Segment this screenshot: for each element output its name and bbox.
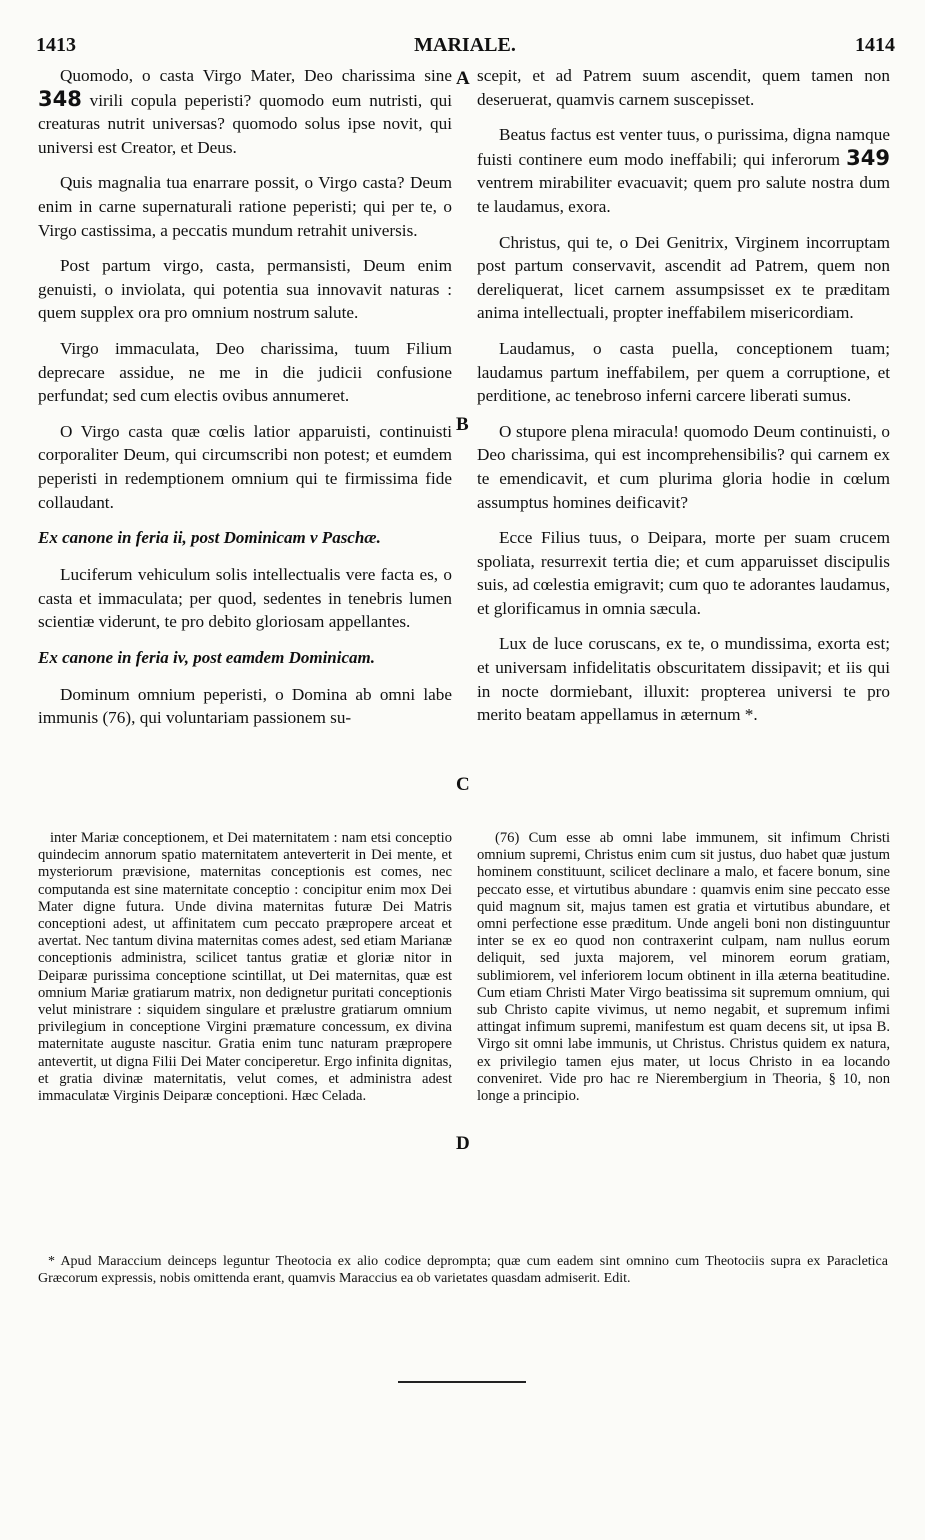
right-paragraph-1: scepit, et ad Patrem suum ascendit, quem tamen non deseruerat, quamvis carnem suscepisset. [477, 66, 890, 109]
column-number-349: 349 [846, 145, 890, 170]
right-paragraph-4: Laudamus, o casta puella, conceptionem tuam; laudamus partum ineffabilem, per quem a corruptione, et perditione, ac tenebroso inferni carcere liberati sumus. [477, 338, 890, 406]
left-paragraph-1: Quomodo, o casta Virgo Mater, Deo charissima sine 348 virili copula peperisti? quomodo eum nutristi, qui creaturas nutrit universas? quomodo solus ipse novit, qui universi est Creator, et Deus. [38, 66, 452, 157]
left-column [38, 64, 452, 742]
right-paragraph-7: Lux de luce coruscans, ex te, o mundissima, exorta est; et universam infidelitatis obscuritatem dissipavit; et iis qui in nocte dormiebant, illuxit: propterea universi te pro merito beatam appellamus in æternum *. [477, 634, 890, 725]
left-paragraph-7: Dominum omnium peperisti, o Domina ab omni labe immunis (76), qui voluntariam passionem su- [38, 684, 452, 728]
left-paragraph-5: O Virgo casta quæ cœlis latior apparuisti, continuisti corporaliter Deum, qui circumscribi non potest; et eumdem peperisti in redemptionem omnium qui te firmissima fide collaudant. [38, 421, 452, 512]
footnote-76: (76) Cum esse ab omni labe immunem, sit infimum Christi omnium supremi, Christus enim cum sit justus, duo habet quæ justum hominem constituunt, scilicet declinare a malo, et facere bonum, sine peccato esse, et virtutibus abundare : quamvis enim sine peccato esse quid magnum sit, majus tamen est gratia et virtutibus abundare, et omni perfectione esse præditum. Unde angeli boni non distinguuntur inter se ex eo quod non contraxerint culpam, nam nullus eorum deliquit, sed juxta majorem, vel minorem eorum gratiam, sublimiorem, vel inferiorem locum obtinent in illa æterna beatitudine. Cum etiam Christi Mater Virgo beatissima sit supremum omnium, qui sub Christo capite vivimus, ut nemo negabit, et supremum infimi attingat infimum supremi, manifestum est quam decens sit, ut ipsa B. Virgo sit omni labe immunis, ut Christus. Christus quidem ex natura, ex privilegio tamen ejus mater, ut locus Christo in ea locando conveniret. Vide pro hac re Nierembergium in Theoria, § 10, non longe a principio. [477, 830, 890, 1105]
running-title: MARIALE. [414, 34, 516, 56]
margin-marker-d: D [456, 1133, 470, 1154]
left-paragraph-3: Post partum virgo, casta, permansisti, Deum enim genuisti, o inviolata, qui potentia sua innovavit naturas : quem supplex ora pro omnium nostrum salute. [38, 256, 452, 323]
left-paragraph-2: Quis magnalia tua enarrare possit, o Virgo casta? Deum enim in carne supernaturali ratione peperisti; qui per te, o Virgo castissima, a peccatis mundum retrahit universis. [38, 173, 452, 240]
right-paragraph-3: Christus, qui te, o Dei Genitrix, Virginem incorruptam post partum conservavit, ascendit ad Patrem, quem non dereliquerat, licet carnem assumpsisset ex te præditam anima intellectuali, propter ineffabilem misericordiam. [477, 232, 890, 323]
right-column [477, 64, 890, 739]
left-paragraph-6: Luciferum vehiculum solis intellectualis vere facta es, o casta et immaculata; per quod, sedentes in tenebris lumen scientiæ viderunt, te pro debito gloriosam appellantes. [38, 565, 452, 632]
footnote-left-continuation: inter Mariæ conceptionem, et Dei maternitatem : nam etsi conceptio quindecim annorum spatio maternitatem anteverterit in Dei mente, et mysteriorum prævisione, maternitas conceptionis est comes, nec computanda est sine maternitate conceptio : concipitur enim mox Dei Mater digne futura. Unde divina maternitas futuræ Dei Matris conceptioni adest, ut affinitatem cum peccato præpropere arceat et avertat. Nec tantum divina maternitas comes adest, sed etiam Marianæ conceptionis administra, scilicet tantus gratiæ et gloriæ nitor in Deiparæ purissima conceptione scintillat, ut Dei maternitas, quæ est omnium Mariæ gratiarum matrix, non dedignetur puritati conceptionis velut ministrare : siquidem singulare et prælustre gratiarum omnium privilegium in conceptione Virgini præmature concessum, ex divina maternitate auguste nascitur. Gratia enim tunc naturam præpropere antevertit, ut digna Filii Dei Mater conciperetur. Ergo infinita dignitas, et gratia divinæ maternitatis, velut comes, et administra adest immaculatæ Virginis Deiparæ conceptioni. Hæc Celada. [38, 830, 452, 1105]
rubric-feria-ii: Ex canone in feria ii, post Dominicam v Paschæ. [38, 528, 381, 548]
left-paragraph-4: Virgo immaculata, Deo charissima, tuum Filium deprecare assidue, ne me in die judicii confusione perfundat; sed cum electis ovibus annumeret. [38, 338, 452, 406]
right-paragraph-6: Ecce Filius tuus, o Deipara, morte per suam crucem spoliata, resurrexit tertia die; et cum apparuisset discipulis suis, ad cœlestia emigravit; cum quo te adorantes laudamus, et glorificamus in omnia sæcula. [477, 528, 890, 618]
editor-note: * Apud Maraccium deinceps leguntur Theotocia ex alio codice deprompta; quæ cum eadem sint omnino cum Theotociis supra ex Paracletica Græcorum expressis, nobis omittenda erant, quamvis Maraccius ea ob varietates quasdam admiserit. Edit. [38, 1254, 888, 1286]
right-paragraph-5: O stupore plena miracula! quomodo Deum continuisti, o Deo charissima, qui est incomprehensibilis? qui carnem ex te emendicavit, et cum plurima gloria hodie in cœlum assumptus homines deificavit? [477, 421, 890, 512]
margin-marker-c: C [456, 774, 470, 795]
margin-marker-b: B [456, 414, 469, 435]
closing-rule [398, 1381, 526, 1383]
page-number-left: 1413 [36, 34, 76, 56]
column-number-348: 348 [38, 86, 82, 111]
margin-marker-a: A [456, 68, 470, 89]
right-paragraph-2: Beatus factus est venter tuus, o purissima, digna namque fuisti continere eum modo ineffabili; qui inferorum 349 ventrem mirabiliter evacuavit; quem pro salute nostra dum te laudamus, exora. [477, 125, 890, 216]
page-number-right: 1414 [855, 34, 895, 56]
rubric-feria-iv: Ex canone in feria iv, post eamdem Dominicam. [38, 647, 375, 667]
